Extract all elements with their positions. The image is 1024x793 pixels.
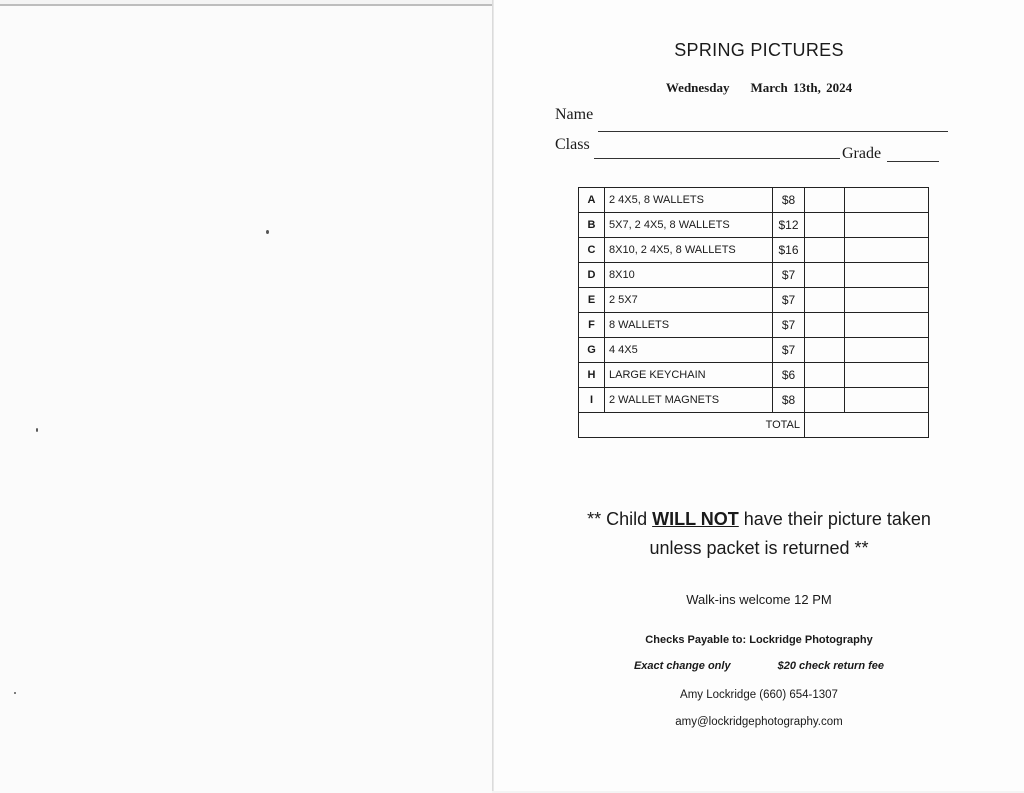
package-price: $8 xyxy=(773,188,805,213)
package-description: 8X10 xyxy=(605,263,773,288)
total-label: TOTAL xyxy=(579,413,805,438)
package-price: $16 xyxy=(773,238,805,263)
package-letter: E xyxy=(579,288,605,313)
left-page xyxy=(0,4,492,793)
package-letter: C xyxy=(579,238,605,263)
package-description: 2 WALLET MAGNETS xyxy=(605,388,773,413)
package-price: $7 xyxy=(773,338,805,363)
contact-text: Amy Lockridge (660) 654-1307 xyxy=(680,689,838,701)
event-date xyxy=(494,80,1024,96)
package-letter: I xyxy=(579,388,605,413)
package-quantity-cell[interactable] xyxy=(805,288,845,313)
package-amount-cell[interactable] xyxy=(845,263,929,288)
notice-line-2: unless packet is returned ** xyxy=(649,538,869,558)
package-price: $7 xyxy=(773,263,805,288)
package-quantity-cell[interactable] xyxy=(805,363,845,388)
package-row xyxy=(579,213,929,238)
package-row xyxy=(579,263,929,288)
package-amount-cell[interactable] xyxy=(845,288,929,313)
payment-terms xyxy=(494,660,1024,672)
event-date-text: March 13th, 2024 xyxy=(750,80,853,95)
package-quantity-cell[interactable] xyxy=(805,238,845,263)
notice-line-1: ** Child WILL NOT have their picture taken xyxy=(587,509,931,529)
walkins-text: Walk-ins welcome 12 PM xyxy=(686,592,832,607)
checks-payable-text: Checks Payable to: Lockridge Photography xyxy=(645,634,873,646)
name-label: Name xyxy=(555,106,594,123)
email-text: amy@lockridgephotography.com xyxy=(675,716,843,728)
package-quantity-cell[interactable] xyxy=(805,313,845,338)
package-row xyxy=(579,288,929,313)
package-quantity-cell[interactable] xyxy=(805,388,845,413)
package-row xyxy=(579,313,929,338)
package-quantity-cell[interactable] xyxy=(805,338,845,363)
package-description: 4 4X5 xyxy=(605,338,773,363)
return-notice xyxy=(494,505,1024,563)
package-letter: F xyxy=(579,313,605,338)
package-amount-cell[interactable] xyxy=(845,238,929,263)
package-letter: A xyxy=(579,188,605,213)
package-description: LARGE KEYCHAIN xyxy=(605,363,773,388)
package-amount-cell[interactable] xyxy=(845,313,929,338)
scan-speck xyxy=(266,230,269,234)
return-fee-text: $20 check return fee xyxy=(777,660,885,672)
package-letter: B xyxy=(579,213,605,238)
package-description: 8 WALLETS xyxy=(605,313,773,338)
package-amount-cell[interactable] xyxy=(845,363,929,388)
package-quantity-cell[interactable] xyxy=(805,213,845,238)
form-title: SPRING PICTURES xyxy=(674,40,844,60)
package-description: 2 4X5, 8 WALLETS xyxy=(605,188,773,213)
package-letter: D xyxy=(579,263,605,288)
scan-speck xyxy=(14,692,16,694)
package-letter: G xyxy=(579,338,605,363)
total-cell[interactable] xyxy=(805,413,929,438)
package-price: $6 xyxy=(773,363,805,388)
event-day: Wednesday xyxy=(665,80,730,95)
scan-speck xyxy=(36,428,38,432)
class-field[interactable] xyxy=(594,158,840,159)
package-price: $8 xyxy=(773,388,805,413)
exact-change-text: Exact change only xyxy=(633,660,731,672)
package-price: $7 xyxy=(773,288,805,313)
package-description: 8X10, 2 4X5, 8 WALLETS xyxy=(605,238,773,263)
package-letter: H xyxy=(579,363,605,388)
package-order-table xyxy=(578,187,929,438)
package-price: $7 xyxy=(773,313,805,338)
package-amount-cell[interactable] xyxy=(845,213,929,238)
package-row xyxy=(579,188,929,213)
package-amount-cell[interactable] xyxy=(845,338,929,363)
total-row xyxy=(579,413,929,438)
name-field[interactable] xyxy=(598,131,948,132)
package-row xyxy=(579,388,929,413)
grade-field[interactable] xyxy=(887,161,939,162)
package-quantity-cell[interactable] xyxy=(805,263,845,288)
package-row xyxy=(579,338,929,363)
package-quantity-cell[interactable] xyxy=(805,188,845,213)
package-row xyxy=(579,238,929,263)
package-description: 2 5X7 xyxy=(605,288,773,313)
package-description: 5X7, 2 4X5, 8 WALLETS xyxy=(605,213,773,238)
grade-label: Grade xyxy=(842,145,882,162)
package-row xyxy=(579,363,929,388)
order-form-page xyxy=(494,0,1024,791)
package-price: $12 xyxy=(773,213,805,238)
package-amount-cell[interactable] xyxy=(845,388,929,413)
notice-emphasis: WILL NOT xyxy=(652,509,739,529)
package-amount-cell[interactable] xyxy=(845,188,929,213)
class-label: Class xyxy=(555,136,590,153)
